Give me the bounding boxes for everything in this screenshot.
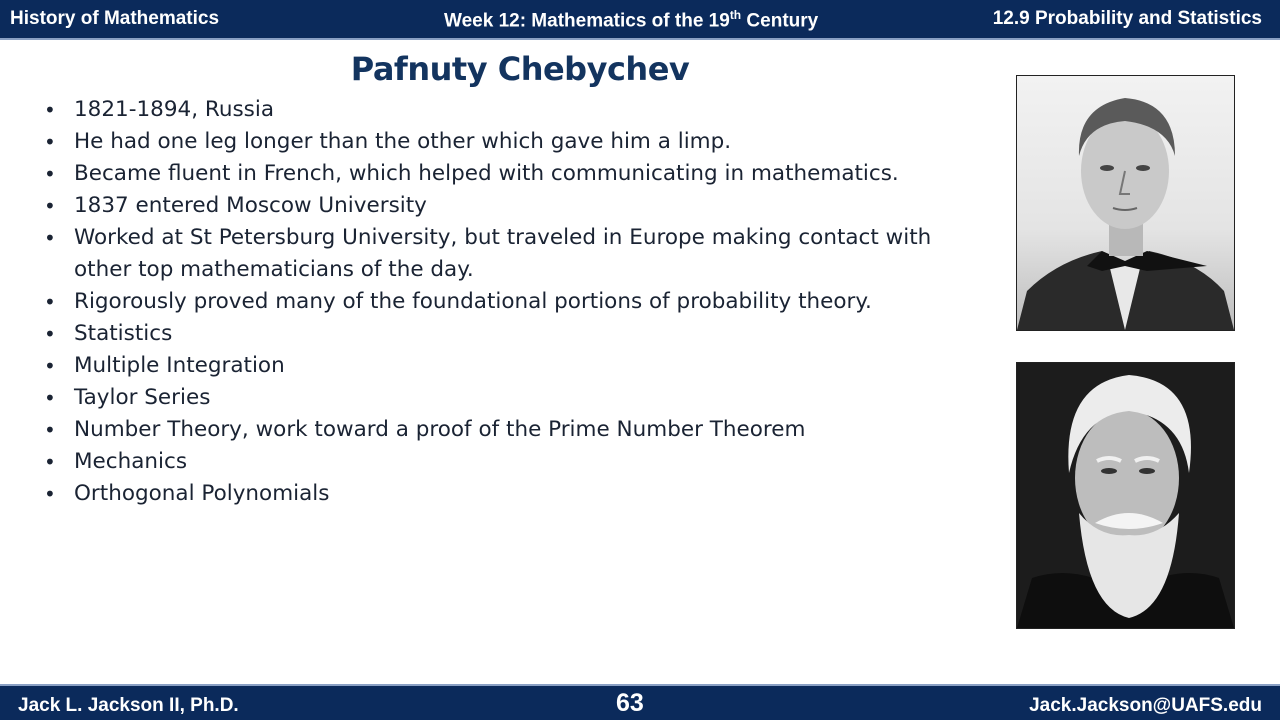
bullet-item: • He had one leg longer than the other which gave him a limp. xyxy=(44,126,944,158)
page-number: 63 xyxy=(616,689,644,717)
bullet-item: • Multiple Integration xyxy=(44,350,944,382)
author-name: Jack L. Jackson II, Ph.D. xyxy=(18,695,239,716)
bullet-item: • Statistics xyxy=(44,318,944,350)
bullet-item: • Rigorously proved many of the foundational portions of probability theory. xyxy=(44,286,944,318)
author-email: Jack.Jackson@UAFS.edu xyxy=(1029,695,1262,716)
week-title-sup: th xyxy=(729,8,742,22)
portrait-young-drawing xyxy=(1017,76,1234,330)
course-title: History of Mathematics xyxy=(10,8,220,29)
portrait-young-photo xyxy=(1016,75,1235,331)
bullet-list xyxy=(44,94,944,510)
bullet-item: • Became fluent in French, which helped with communicating in mathematics. xyxy=(44,158,944,190)
bullet-item: • 1821-1894, Russia xyxy=(44,94,944,126)
header-bar xyxy=(0,0,1280,40)
bullet-item: • Mechanics xyxy=(44,446,944,478)
bullet-item: • Orthogonal Polynomials xyxy=(44,478,944,510)
portrait-old-drawing xyxy=(1017,363,1234,628)
week-title-prefix: Week 12: Mathematics of the 19 xyxy=(444,10,730,32)
week-title-suffix: Century xyxy=(741,10,819,32)
bullet-item: • Taylor Series xyxy=(44,382,944,414)
portrait-old-photo xyxy=(1016,362,1235,629)
week-title xyxy=(444,8,818,32)
section-title: 12.9 Probability and Statistics xyxy=(992,8,1262,29)
footer-bar xyxy=(0,684,1280,720)
bullet-item: • Number Theory, work toward a proof of the Prime Number Theorem xyxy=(44,414,944,446)
bullet-item: • Worked at St Petersburg University, but traveled in Europe making contact with other top mathematicians of the day. xyxy=(44,222,944,286)
slide-title: Pafnuty Chebychev xyxy=(350,50,690,88)
bullet-item: • 1837 entered Moscow University xyxy=(44,190,944,222)
